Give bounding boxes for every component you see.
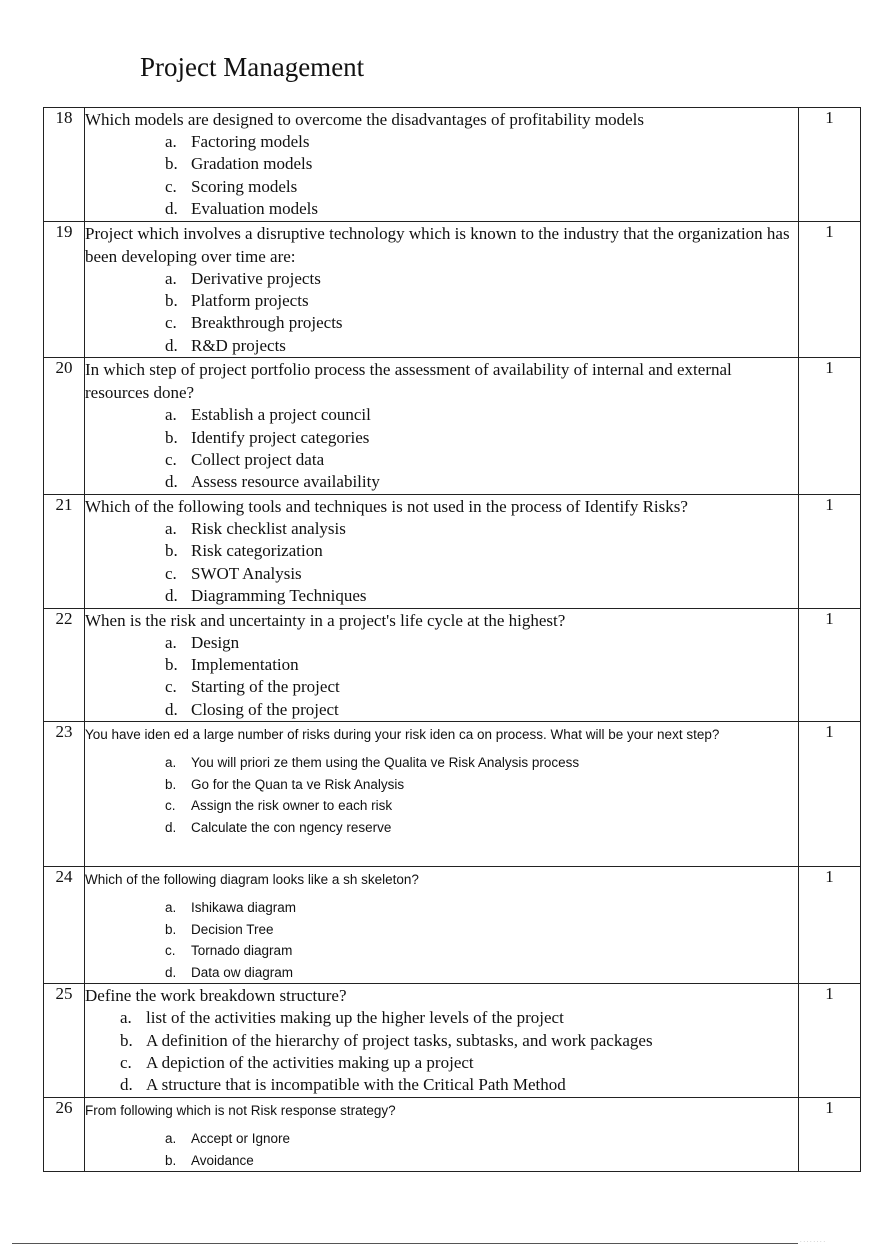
question-row [44,494,861,608]
options-list [85,1007,798,1097]
question-row [44,358,861,495]
option-label: a. [165,1131,177,1147]
option-label: c. [165,563,177,583]
question-row [44,984,861,1098]
option-text: Design [191,632,240,652]
question-number: 19 [44,221,85,358]
options-list [85,404,798,494]
question-marks: 1 [799,358,861,495]
option-item [165,312,798,334]
option-label: a. [165,518,177,538]
question-row [44,867,861,984]
option-item [165,795,798,817]
question-row [44,221,861,358]
option-item [165,940,798,962]
option-text: Go for the Quan ta ve Risk Analysis [191,776,405,792]
question-row [44,722,861,867]
option-text: Closing of the project [191,699,339,719]
option-item [165,563,798,585]
option-item [165,774,798,796]
option-label: b. [165,776,177,792]
option-text: Diagramming Techniques [191,586,367,606]
option-item [165,131,798,153]
option-label: c. [165,313,177,333]
question-marks: 1 [799,867,861,984]
option-label: b. [165,427,178,447]
option-text: R&D projects [191,335,286,355]
question-number: 21 [44,494,85,608]
option-label: c. [165,450,177,470]
question-cell [85,722,799,867]
option-text: You will priori ze them using the Qualita ve Risk Analysis process [191,755,580,771]
footer-divider [12,1243,798,1244]
option-item [165,176,798,198]
option-text: SWOT Analysis [191,563,302,583]
option-label: b. [165,541,178,561]
option-label: c. [165,798,176,814]
option-text: Ishikawa diagram [191,900,297,916]
option-item [165,198,798,220]
question-row [44,108,861,222]
question-cell [85,108,799,222]
option-label: a. [165,405,177,425]
question-cell [85,358,799,495]
option-text: Risk checklist analysis [191,518,346,538]
option-text: Establish a project council [191,405,371,425]
option-item [165,699,798,721]
option-text: Implementation [191,654,299,674]
option-text: Avoidance [191,1152,254,1168]
options-list [85,518,798,608]
option-item [165,962,798,984]
option-item [120,1052,798,1074]
question-text: When is the risk and uncertainty in a project's life cycle at the highest? [85,610,566,630]
option-text: Evaluation models [191,199,319,219]
option-item [165,153,798,175]
question-text: You have iden ed a large number of risks during your risk iden ca on process. What will be your next step? [85,727,720,743]
option-label: b. [165,1152,177,1168]
option-item [165,1150,798,1172]
option-text: Factoring models [191,132,310,151]
option-label: b. [165,921,177,937]
question-number: 24 [44,867,85,984]
page-title: Project Management [140,52,365,82]
option-item [165,290,798,312]
option-text: A depiction of the activities making up a project [146,1052,474,1072]
question-text: From following which is not Risk response strategy? [85,1103,396,1119]
option-item [165,897,798,919]
question-cell [85,221,799,358]
question-row [44,608,861,722]
question-text: In which step of project portfolio process the assessment of availability of internal and external resources done? [85,360,732,403]
question-cell [85,1098,799,1172]
option-label: b. [165,654,178,674]
question-cell [85,984,799,1098]
question-number: 25 [44,984,85,1098]
option-label: c. [165,677,177,697]
option-label: b. [165,154,178,174]
option-item [120,1074,798,1096]
option-text: Risk categorization [191,541,323,561]
option-item [165,268,798,290]
option-text: Assess resource availability [191,472,380,492]
option-text: Data ow diagram [191,964,294,980]
options-list [85,897,798,983]
option-label: a. [165,900,177,916]
option-text: Accept or Ignore [191,1131,291,1147]
option-text: Assign the risk owner to each risk [191,798,393,814]
options-list [85,632,798,722]
option-label: a. [165,632,177,652]
option-label: d. [165,964,177,980]
option-text: Identify project categories [191,427,370,447]
options-list [85,1128,798,1171]
option-label: d. [165,586,178,606]
option-label: c. [165,176,177,196]
option-text: A definition of the hierarchy of project tasks, subtasks, and work packages [146,1030,653,1050]
option-label: c. [120,1052,132,1072]
question-number: 18 [44,108,85,222]
option-text: list of the activities making up the higher levels of the project [146,1008,564,1028]
option-item [165,676,798,698]
option-label: c. [165,943,176,959]
option-label: d. [165,335,178,355]
question-number: 26 [44,1098,85,1172]
option-label: d. [165,819,177,835]
option-item [165,1128,798,1150]
question-cell [85,494,799,608]
option-label: b. [120,1030,133,1050]
questions-body [44,108,861,1172]
question-marks: 1 [799,1098,861,1172]
option-label: a. [120,1008,132,1028]
question-marks: 1 [799,494,861,608]
option-item [165,404,798,426]
question-marks: 1 [799,108,861,222]
option-text: A structure that is incompatible with the Critical Path Method [146,1075,566,1095]
option-item [165,540,798,562]
option-label: d. [120,1075,133,1095]
footer-mark: . . . . . . . . [800,1238,826,1244]
question-cell [85,867,799,984]
option-text: Collect project data [191,450,325,470]
options-list [85,268,798,358]
option-label: a. [165,755,177,771]
option-text: Calculate the con ngency reserve [191,819,392,835]
option-item [165,632,798,654]
question-text: Which models are designed to overcome the disadvantages of profitability models [85,110,644,129]
question-text: Project which involves a disruptive technology which is known to the industry that the organization has been developing over time are: [85,223,790,266]
option-item [165,518,798,540]
question-marks: 1 [799,221,861,358]
question-text: Which of the following diagram looks like a sh skeleton? [85,872,419,888]
option-text: Breakthrough projects [191,313,343,333]
question-number: 23 [44,722,85,867]
question-cell [85,608,799,722]
option-text: Gradation models [191,154,313,174]
option-item [165,471,798,493]
option-text: Derivative projects [191,268,321,288]
option-item [165,817,798,839]
question-number: 22 [44,608,85,722]
question-marks: 1 [799,722,861,867]
option-label: d. [165,199,178,219]
option-text: Platform projects [191,291,309,311]
question-marks: 1 [799,608,861,722]
option-item [165,752,798,774]
question-text: Define the work breakdown structure? [85,986,347,1006]
option-label: b. [165,291,178,311]
option-item [120,1007,798,1029]
question-number: 20 [44,358,85,495]
option-label: d. [165,472,178,492]
option-text: Starting of the project [191,677,340,697]
option-label: a. [165,268,177,288]
question-marks: 1 [799,984,861,1098]
option-text: Scoring models [191,176,298,196]
questions-table [43,107,861,1172]
option-item [165,427,798,449]
question-text: Which of the following tools and techniques is not used in the process of Identify Risks? [85,496,688,516]
option-item [165,919,798,941]
option-item [165,335,798,357]
option-item [165,449,798,471]
options-list [85,752,798,838]
options-list [85,131,798,221]
option-text: Tornado diagram [191,943,293,959]
question-row [44,1098,861,1172]
option-label: d. [165,699,178,719]
option-item [165,585,798,607]
option-text: Decision Tree [191,921,274,937]
option-item [120,1030,798,1052]
option-label: a. [165,132,177,151]
option-item [165,654,798,676]
